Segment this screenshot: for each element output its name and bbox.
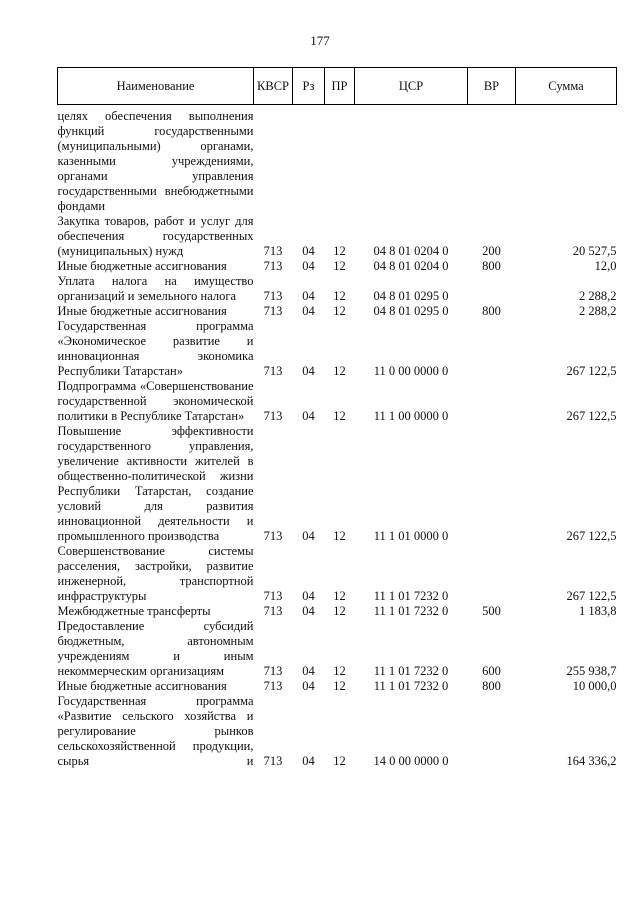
cell-sum: 267 122,5 bbox=[566, 529, 617, 543]
cell-name: Закупка товаров, работ и услуг для обеспечения государственных (муниципальных) нужд bbox=[57, 214, 254, 258]
table-row bbox=[58, 304, 617, 319]
cell-csr: 11 1 01 7232 0 bbox=[373, 589, 449, 603]
cell-name: Государственная программа «Развитие сельского хозяйства и регулирование рынков сельскохозяйственной продукции, сырья и bbox=[57, 694, 254, 768]
cell-pr: 12 bbox=[333, 754, 346, 768]
table-body bbox=[58, 105, 617, 770]
table-row bbox=[58, 604, 617, 619]
cell-rz: 04 bbox=[302, 679, 315, 693]
table-row bbox=[58, 319, 617, 379]
cell-vr: 200 bbox=[482, 244, 501, 258]
cell-kvsr: 713 bbox=[263, 664, 283, 678]
cell-sum: 267 122,5 bbox=[566, 409, 617, 423]
cell-pr: 12 bbox=[333, 304, 346, 318]
cell-rz: 04 bbox=[302, 304, 315, 318]
table-row bbox=[58, 259, 617, 274]
cell-sum bbox=[516, 105, 617, 215]
cell-pr: 12 bbox=[333, 364, 346, 378]
cell-name: Иные бюджетные ассигнования bbox=[57, 259, 227, 273]
cell-rz: 04 bbox=[302, 244, 315, 258]
cell-kvsr: 713 bbox=[263, 589, 283, 603]
cell-pr bbox=[325, 105, 355, 215]
table-row bbox=[58, 274, 617, 304]
cell-sum: 2 288,2 bbox=[579, 289, 617, 303]
cell-rz: 04 bbox=[302, 409, 315, 423]
cell-csr: 04 8 01 0295 0 bbox=[373, 289, 449, 303]
table-row bbox=[58, 694, 617, 769]
cell-pr: 12 bbox=[333, 664, 346, 678]
cell-csr: 04 8 01 0204 0 bbox=[373, 244, 449, 258]
cell-vr: 600 bbox=[482, 664, 501, 678]
cell-csr: 14 0 00 0000 0 bbox=[373, 754, 449, 768]
cell-csr: 11 1 01 7232 0 bbox=[373, 679, 449, 693]
cell-vr: 500 bbox=[482, 604, 501, 618]
header-csr: ЦСР bbox=[355, 68, 468, 105]
cell-name: целях обеспечения выполнения функций государственными (муниципальными) органами, казенными учреждениями, органами управления государственными внебюджетными фондами bbox=[57, 109, 254, 213]
cell-pr: 12 bbox=[333, 604, 346, 618]
header-pr: ПР bbox=[325, 68, 355, 105]
cell-vr: 800 bbox=[482, 679, 501, 693]
cell-csr bbox=[355, 105, 468, 215]
cell-name: Уплата налога на имущество организаций и земельного налога bbox=[57, 274, 254, 303]
cell-kvsr: 713 bbox=[263, 409, 283, 423]
cell-vr: 800 bbox=[482, 259, 501, 273]
table-row bbox=[58, 424, 617, 544]
header-rz: Рз bbox=[293, 68, 325, 105]
cell-name: Иные бюджетные ассигнования bbox=[57, 304, 227, 318]
cell-pr: 12 bbox=[333, 529, 346, 543]
cell-pr: 12 bbox=[333, 679, 346, 693]
cell-vr bbox=[468, 274, 516, 304]
cell-vr bbox=[468, 694, 516, 769]
cell-rz: 04 bbox=[302, 664, 315, 678]
cell-vr bbox=[468, 379, 516, 424]
cell-rz bbox=[293, 105, 325, 215]
cell-name: Повышение эффективности государственного управления, увеличение активности жителей в общественно-политической жизни Республики Татарстан, создание условий для развития инновационной деятельности и промышленного производства bbox=[57, 424, 254, 543]
cell-sum: 267 122,5 bbox=[566, 589, 617, 603]
cell-pr: 12 bbox=[333, 259, 346, 273]
cell-csr: 11 1 01 0000 0 bbox=[373, 529, 449, 543]
cell-kvsr bbox=[254, 105, 293, 215]
header-kvsr: КВСР bbox=[254, 68, 293, 105]
cell-csr: 04 8 01 0204 0 bbox=[373, 259, 449, 273]
cell-rz: 04 bbox=[302, 604, 315, 618]
table-row bbox=[58, 105, 617, 215]
header-vr: ВР bbox=[468, 68, 516, 105]
cell-csr: 11 1 01 7232 0 bbox=[373, 664, 449, 678]
table-row bbox=[58, 544, 617, 604]
cell-sum: 255 938,7 bbox=[566, 664, 617, 678]
cell-kvsr: 713 bbox=[263, 604, 283, 618]
cell-kvsr: 713 bbox=[263, 259, 283, 273]
cell-sum: 12,0 bbox=[594, 259, 617, 273]
cell-rz: 04 bbox=[302, 259, 315, 273]
table-row bbox=[58, 679, 617, 694]
cell-name: Государственная программа «Экономическое развитие и инновационная экономика Республики Татарстан» bbox=[57, 319, 254, 378]
cell-kvsr: 713 bbox=[263, 364, 283, 378]
cell-sum: 1 183,8 bbox=[579, 604, 617, 618]
cell-vr bbox=[468, 424, 516, 544]
header-sum: Сумма bbox=[516, 68, 617, 105]
cell-vr: 800 bbox=[482, 304, 501, 318]
cell-rz: 04 bbox=[302, 589, 315, 603]
cell-name: Межбюджетные трансферты bbox=[57, 604, 211, 618]
budget-table bbox=[57, 67, 617, 769]
cell-kvsr: 713 bbox=[263, 244, 283, 258]
cell-name: Иные бюджетные ассигнования bbox=[57, 679, 227, 693]
cell-kvsr: 713 bbox=[263, 754, 283, 768]
cell-rz: 04 bbox=[302, 289, 315, 303]
cell-name: Предоставление субсидий бюджетным, автономным учреждениям и иным некоммерческим организациям bbox=[57, 619, 254, 678]
cell-csr: 04 8 01 0295 0 bbox=[373, 304, 449, 318]
cell-sum: 10 000,0 bbox=[572, 679, 617, 693]
cell-pr: 12 bbox=[333, 589, 346, 603]
cell-csr: 11 1 01 7232 0 bbox=[373, 604, 449, 618]
cell-pr: 12 bbox=[333, 244, 346, 258]
table-header-row bbox=[58, 68, 617, 105]
cell-vr bbox=[468, 319, 516, 379]
cell-vr bbox=[468, 544, 516, 604]
cell-sum: 2 288,2 bbox=[579, 304, 617, 318]
table-row bbox=[58, 379, 617, 424]
cell-name: Совершенствование системы расселения, застройки, развитие инженерной, транспортной инфраструктуры bbox=[57, 544, 254, 603]
cell-rz: 04 bbox=[302, 364, 315, 378]
page-number: 177 bbox=[310, 33, 330, 48]
cell-kvsr: 713 bbox=[263, 289, 283, 303]
cell-csr: 11 0 00 0000 0 bbox=[373, 364, 449, 378]
cell-rz: 04 bbox=[302, 754, 315, 768]
table-row bbox=[58, 619, 617, 679]
cell-rz: 04 bbox=[302, 529, 315, 543]
cell-sum: 164 336,2 bbox=[566, 754, 617, 768]
cell-kvsr: 713 bbox=[263, 529, 283, 543]
cell-csr: 11 1 00 0000 0 bbox=[373, 409, 449, 423]
header-name: Наименование bbox=[58, 68, 254, 105]
cell-vr bbox=[468, 105, 516, 215]
cell-pr: 12 bbox=[333, 409, 346, 423]
cell-sum: 20 527,5 bbox=[572, 244, 617, 258]
cell-kvsr: 713 bbox=[263, 679, 283, 693]
cell-pr: 12 bbox=[333, 289, 346, 303]
cell-name: Подпрограмма «Совершенствование государственной экономической политики в Республике Татарстан» bbox=[57, 379, 254, 423]
cell-kvsr: 713 bbox=[263, 304, 283, 318]
cell-sum: 267 122,5 bbox=[566, 364, 617, 378]
table-row bbox=[58, 214, 617, 259]
